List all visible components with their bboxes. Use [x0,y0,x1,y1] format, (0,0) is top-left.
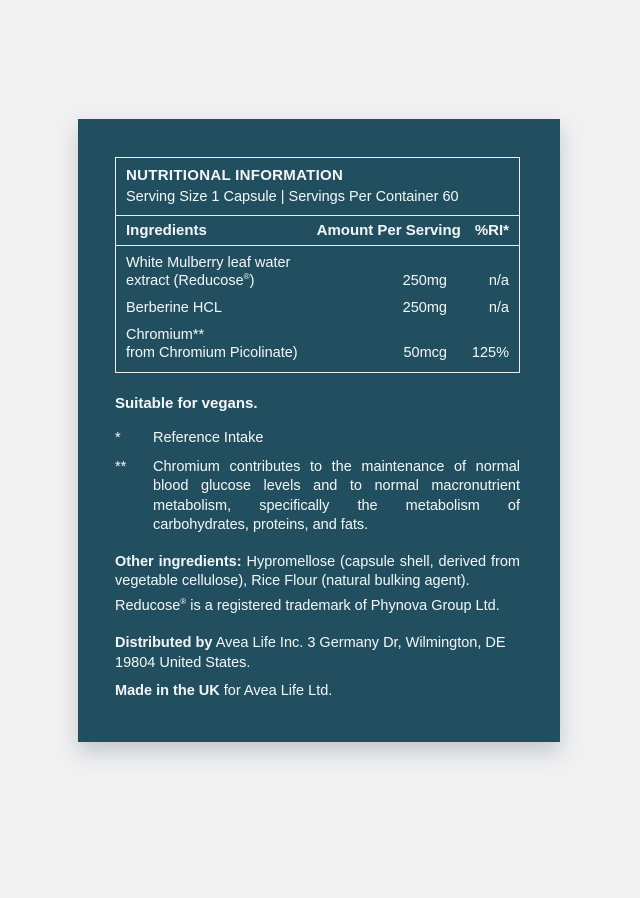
ingredient-amount: 50mcg [403,345,447,361]
made-in-paragraph [115,682,520,701]
footnote-marker: * [115,430,121,446]
vegan-note: Suitable for vegans. [115,395,258,412]
ingredient-amount: 250mg [402,300,447,316]
facts-column-headers [116,216,519,246]
ingredient-amount: 250mg [402,273,447,289]
footnote-text: Reference Intake [153,430,264,446]
facts-header [116,158,519,216]
made-in-text: for Avea Life Ltd. [219,682,333,699]
footnotes [115,429,520,536]
supplement-label-card [78,119,560,742]
nutrition-facts-table [115,157,520,373]
table-row-berberine [126,299,509,317]
column-header-amount: Amount Per Serving [316,222,461,239]
ingredient-ri: 125% [471,345,509,361]
made-in-label: Made in the UK [115,682,220,699]
trademark-brand: Reducose [115,598,181,615]
table-row-chromium [126,326,509,362]
trademark-paragraph [115,597,520,616]
footnote-reference-intake [115,429,520,449]
distributor-text: Avea Life Inc. 3 Germany Dr, Wilmington, DE 19804 United States. [115,635,506,671]
ingredient-ri: n/a [488,273,509,289]
column-header-ri: %RI* [474,222,509,239]
serving-info: Serving Size 1 Capsule | Servings Per Container 60 [126,189,459,205]
trademark-text: is a registered trademark of Phynova Group Ltd. [186,598,500,615]
column-header-ingredients: Ingredients [126,222,207,239]
footnote-chromium-claim [115,458,520,536]
ingredient-ri: n/a [488,300,509,316]
facts-rows [116,246,519,372]
distributor-label: Distributed by [115,635,213,652]
other-ingredients-label: Other ingredients: [115,553,242,570]
facts-title: NUTRITIONAL INFORMATION [126,167,344,184]
other-ingredients-paragraph [115,553,520,592]
footnote-text: Chromium contributes to the maintenance of normal blood glucose levels and to normal macronutrient metabolism, specifically the metabolism of carbohydrates, proteins, and fats. [153,458,520,533]
other-ingredients-text: Hypromellose (capsule shell, derived from vegetable cellulose), Rice Flour (natural bulking agent). [115,553,521,589]
table-row-white-mulberry [126,254,509,290]
distributor-paragraph [115,634,520,673]
ingredient-name: Chromium** from Chromium Picolinate) [126,327,298,361]
registered-trademark-symbol: ® [180,597,187,607]
ingredient-name: White Mulberry leaf water extract (Reducose®) [126,255,291,289]
ingredient-name: Berberine HCL [126,300,222,316]
registered-trademark-symbol: ® [243,272,250,282]
footnote-marker: ** [115,458,127,475]
